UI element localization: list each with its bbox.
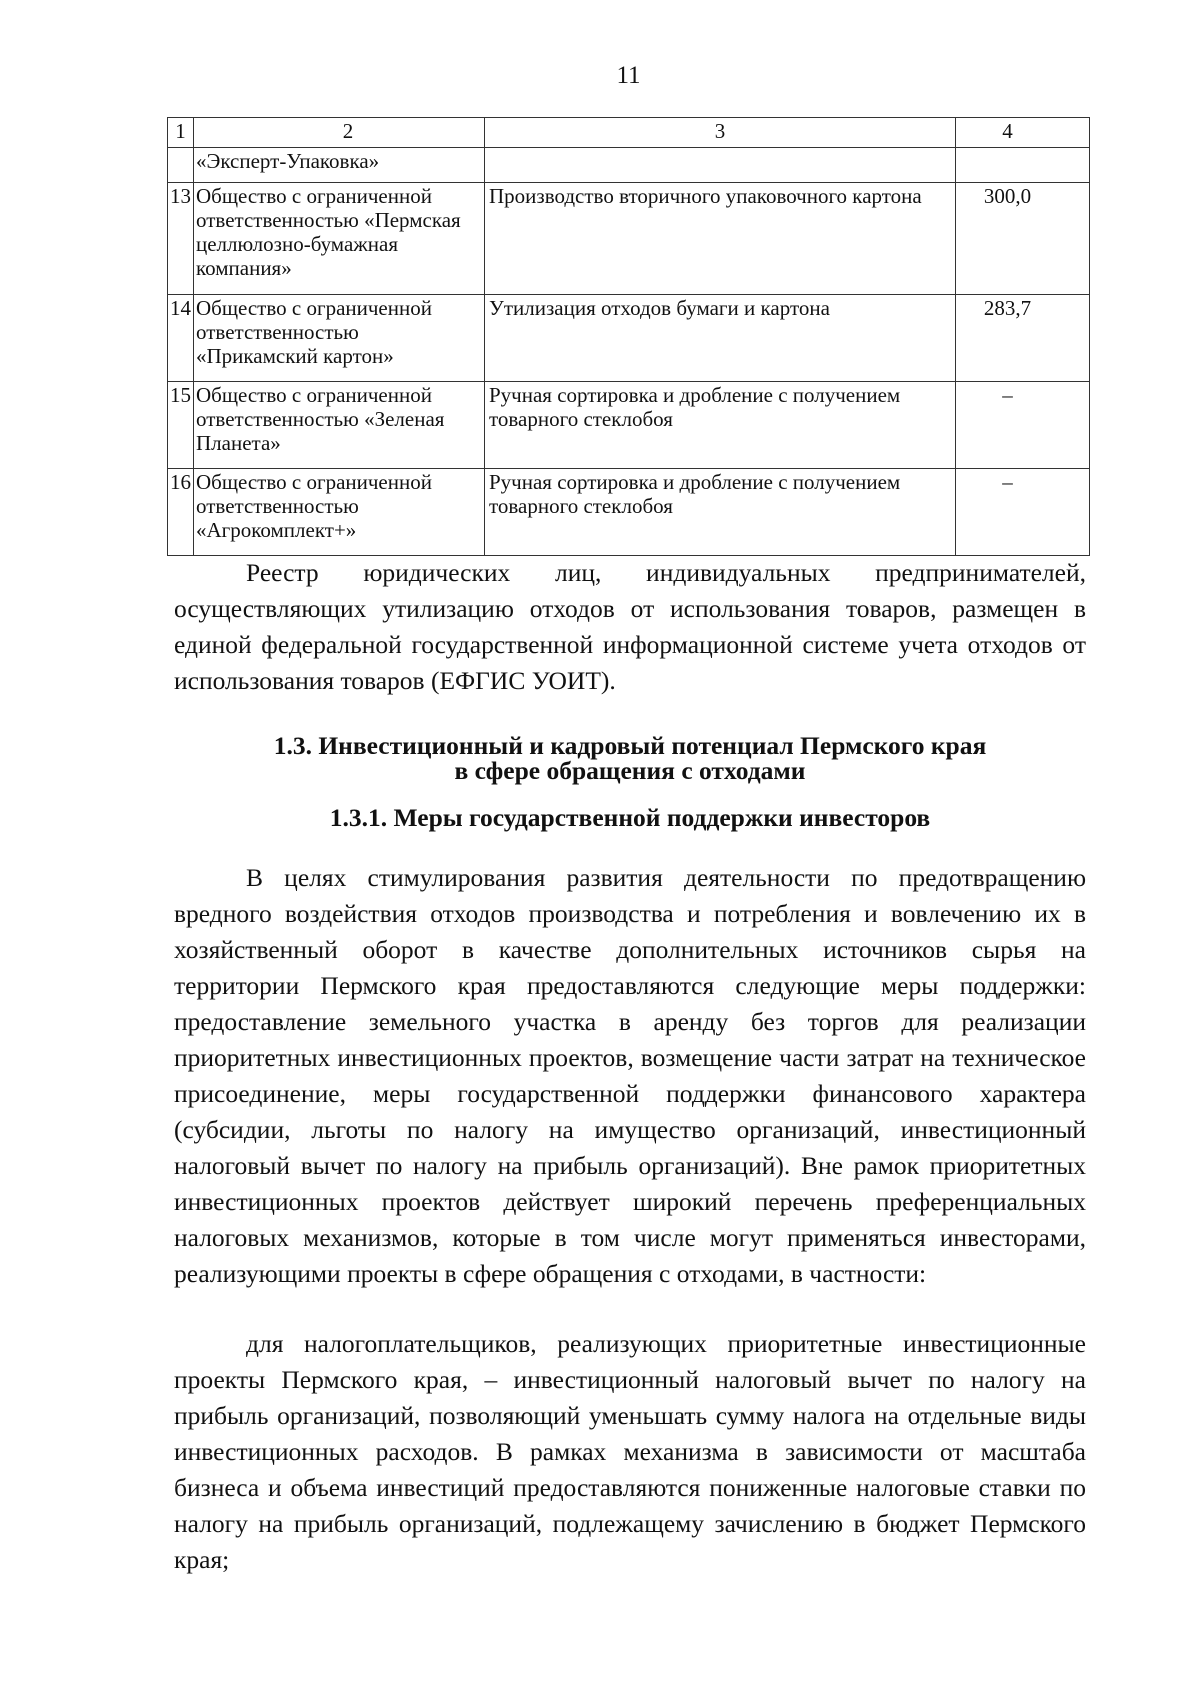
capacity-value: 300,0 <box>956 183 1090 295</box>
organization-name: Общество с ограниченной ответственностью «Прикамский картон» <box>194 295 485 382</box>
activity-type <box>485 148 956 183</box>
activity-type: Производство вторичного упаковочного картона <box>485 183 956 295</box>
capacity-value: – <box>956 382 1090 469</box>
organization-name: Общество с ограниченной ответственностью «Зеленая Планета» <box>194 382 485 469</box>
paragraph-registry: Реестр юридических лиц, индивидуальных предпринимателей, осуществляющих утилизацию отходов от использования товаров, размещен в единой федеральной государственной информационной системе учета отходов от использования товаров (ЕФГИС УОИТ). <box>174 558 1086 695</box>
section-heading-line-2: в сфере обращения с отходами <box>454 756 806 785</box>
row-number: 15 <box>168 382 194 469</box>
section-heading-line-1: 1.3. Инвестиционный и кадровый потенциал Пермского края <box>273 731 987 760</box>
table-row <box>168 469 1090 556</box>
table-row <box>168 148 1090 183</box>
column-header-1: 1 <box>168 118 194 148</box>
table-row <box>168 295 1090 382</box>
organization-name: «Эксперт-Упаковка» <box>194 148 485 183</box>
column-header-2: 2 <box>194 118 485 148</box>
row-number: 14 <box>168 295 194 382</box>
activity-type: Ручная сортировка и дробление с получением товарного стеклобоя <box>485 382 956 469</box>
table-row <box>168 183 1090 295</box>
organization-name: Общество с ограниченной ответственностью «Агрокомплект+» <box>194 469 485 556</box>
capacity-value <box>956 148 1090 183</box>
activity-type: Утилизация отходов бумаги и картона <box>485 295 956 382</box>
capacity-value: – <box>956 469 1090 556</box>
row-number: 13 <box>168 183 194 295</box>
section-heading <box>174 733 1086 783</box>
paragraph-taxpayers: для налогоплательщиков, реализующих приоритетные инвестиционные проекты Пермского края, – инвестиционный налоговый вычет по налогу на прибыль организаций, позволяющий уменьшать сумму налога на отдельные виды инвестиционных расходов. В рамках механизма в зависимости от масштаба бизнеса и объема инвестиций предоставляются пониженные налоговые ставки по налогу на прибыль организаций, подлежащему зачислению в бюджет Пермского края; <box>174 1329 1086 1574</box>
activity-type: Ручная сортировка и дробление с получением товарного стеклобоя <box>485 469 956 556</box>
capacity-value: 283,7 <box>956 295 1090 382</box>
column-header-3: 3 <box>485 118 956 148</box>
table-row <box>168 382 1090 469</box>
row-number: 16 <box>168 469 194 556</box>
paragraph-support-measures: В целях стимулирования развития деятельности по предотвращению вредного воздействия отходов производства и потребления и вовлечению их в хозяйственный оборот в качестве дополнительных источников сырья на территории Пермского края предоставляются следующие меры поддержки: предоставление земельного участка в аренду без торгов для реализации приоритетных инвестиционных проектов, возмещение части затрат на техническое присоединение, меры государственной поддержки финансового характера (субсидии, льготы по налогу на имущество организаций, инвестиционный налоговый вычет по налогу на прибыль организаций). Вне рамок приоритетных инвестиционных проектов действует широкий перечень преференциальных налоговых механизмов, которые в том числе могут применяться инвесторами, реализующими проекты в сфере обращения с отходами, в частности: <box>174 863 1086 1288</box>
subsection-heading: 1.3.1. Меры государственной поддержки инвесторов <box>329 803 931 832</box>
page-number: 11 <box>616 62 641 89</box>
column-header-4: 4 <box>956 118 1090 148</box>
table-header-row <box>168 118 1090 148</box>
row-number <box>168 148 194 183</box>
organization-name: Общество с ограниченной ответственностью «Пермская целлюлозно-бумажная компания» <box>194 183 485 295</box>
registry-table <box>167 117 1090 556</box>
